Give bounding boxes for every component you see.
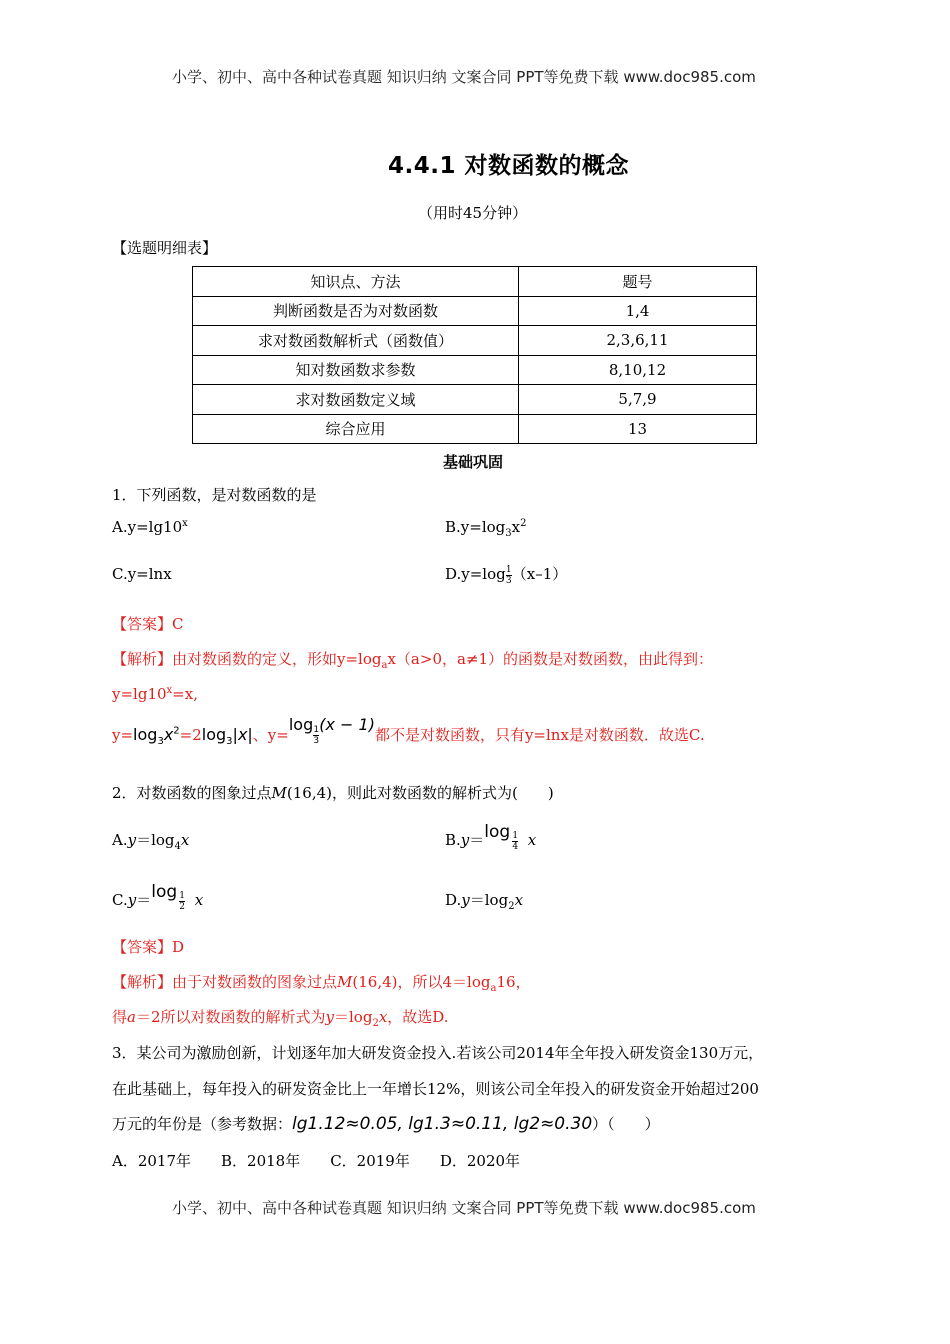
table-heading: 【选题明细表】 (112, 239, 218, 257)
table-cell: 13 (519, 414, 757, 444)
q2-stem: 2．对数函数的图象过点M(16,4)，则此对数函数的解析式为( ) (112, 784, 554, 802)
q1-option-d: $D.y=\log\frac{1}{3}(x-1)$ (445, 564, 568, 586)
fraction: $\frac{1}{3}$ (505, 564, 512, 586)
q2-option-b: $B.y=\log \frac{1}{4}$ x (445, 822, 537, 852)
section-heading: 基础巩固 (443, 453, 504, 471)
table-cell: 求对数函数定义域 (193, 385, 519, 415)
topic-table (192, 266, 757, 444)
table-row (193, 355, 757, 385)
q2-option-d: $D.y=\log_2x$ (445, 891, 524, 912)
q1-stem: 1．下列函数，是对数函数的是 (112, 486, 317, 504)
q2-answer: 【答案】D (112, 938, 185, 956)
table-header-row (193, 267, 757, 297)
time-note: （用时45分钟） (418, 204, 528, 222)
q1-explanation-line2: $y=\lg 10^x=x$, (112, 685, 198, 703)
q3-line1: 3．某公司为激励创新，计划逐年加大研发资金投入.若该公司2014年全年投入研发资金130万元， (112, 1044, 764, 1062)
table-cell: 判断函数是否为对数函数 (193, 296, 519, 326)
table-cell: 5,7,9 (519, 385, 757, 415)
page-title: 4.4.1 对数函数的概念 (388, 153, 629, 179)
q1-option-c: C.y=lnx (112, 565, 172, 583)
q3-line3: 万元的年份是（参考数据：lg1.12≈0.05, lg1.3≈0.11, lg2≈0.30）（ ） (112, 1114, 660, 1134)
q2-explanation-line1: 【解析】由于对数函数的图象过点M(16,4)，所以$4=\log_a16$， (112, 973, 531, 994)
page-footer: 小学、初中、高中各种试卷真题 知识归纳 文案合同 PPT等免费下载 www.doc985.com (172, 1199, 756, 1217)
q1-option-a: $A.y=\lg 10^x$ (112, 518, 188, 536)
q2-option-c: $C.y=\log \frac{1}{2}$ x (112, 882, 204, 912)
table-row (193, 385, 757, 415)
table-cell: 8,10,12 (519, 355, 757, 385)
column-header: 知识点、方法 (193, 267, 519, 297)
table-cell: 求对数函数解析式（函数值） (193, 326, 519, 356)
q3-line2: 在此基础上，每年投入的研发资金比上一年增长12%，则该公司全年投入的研发资金开始超过200 (112, 1080, 759, 1098)
q1-explanation-line1: 【解析】由对数函数的定义，形如$y=\log_ax(a>0$，a≠1）的函数是对数函数，由此得到： (112, 650, 714, 671)
table-cell: 1,4 (519, 296, 757, 326)
page-header: 小学、初中、高中各种试卷真题 知识归纳 文案合同 PPT等免费下载 www.doc985.com (172, 68, 756, 86)
q1-option-b: $B.y=\log_3x^2$ (445, 518, 527, 539)
q3-options: A．2017年 B．2018年 C．2019年 D．2020年 (112, 1152, 521, 1170)
table-cell: 综合应用 (193, 414, 519, 444)
table-cell: 知对数函数求参数 (193, 355, 519, 385)
q1-explanation-line3: $y=\log_3x^2=2\log_3|x|$、$y=\log\frac{1}{3}(x - 1)$都不是对数函数，只有y=lnx是对数函数．故选C. (112, 715, 705, 748)
q2-option-a: $A.y=\log_4x$ (112, 831, 190, 852)
table-row (193, 296, 757, 326)
reference-formula: lg1.12≈0.05, lg1.3≈0.11, lg2≈0.30 (292, 1114, 593, 1134)
column-header: 题号 (519, 267, 757, 297)
table-cell: 2,3,6,11 (519, 326, 757, 356)
table-row (193, 326, 757, 356)
q1-answer: 【答案】C (112, 615, 184, 633)
table-row (193, 414, 757, 444)
q2-explanation-line2: 得a＝2所以对数函数的解析式为$y=\log_2x$，故选D. (112, 1008, 449, 1029)
